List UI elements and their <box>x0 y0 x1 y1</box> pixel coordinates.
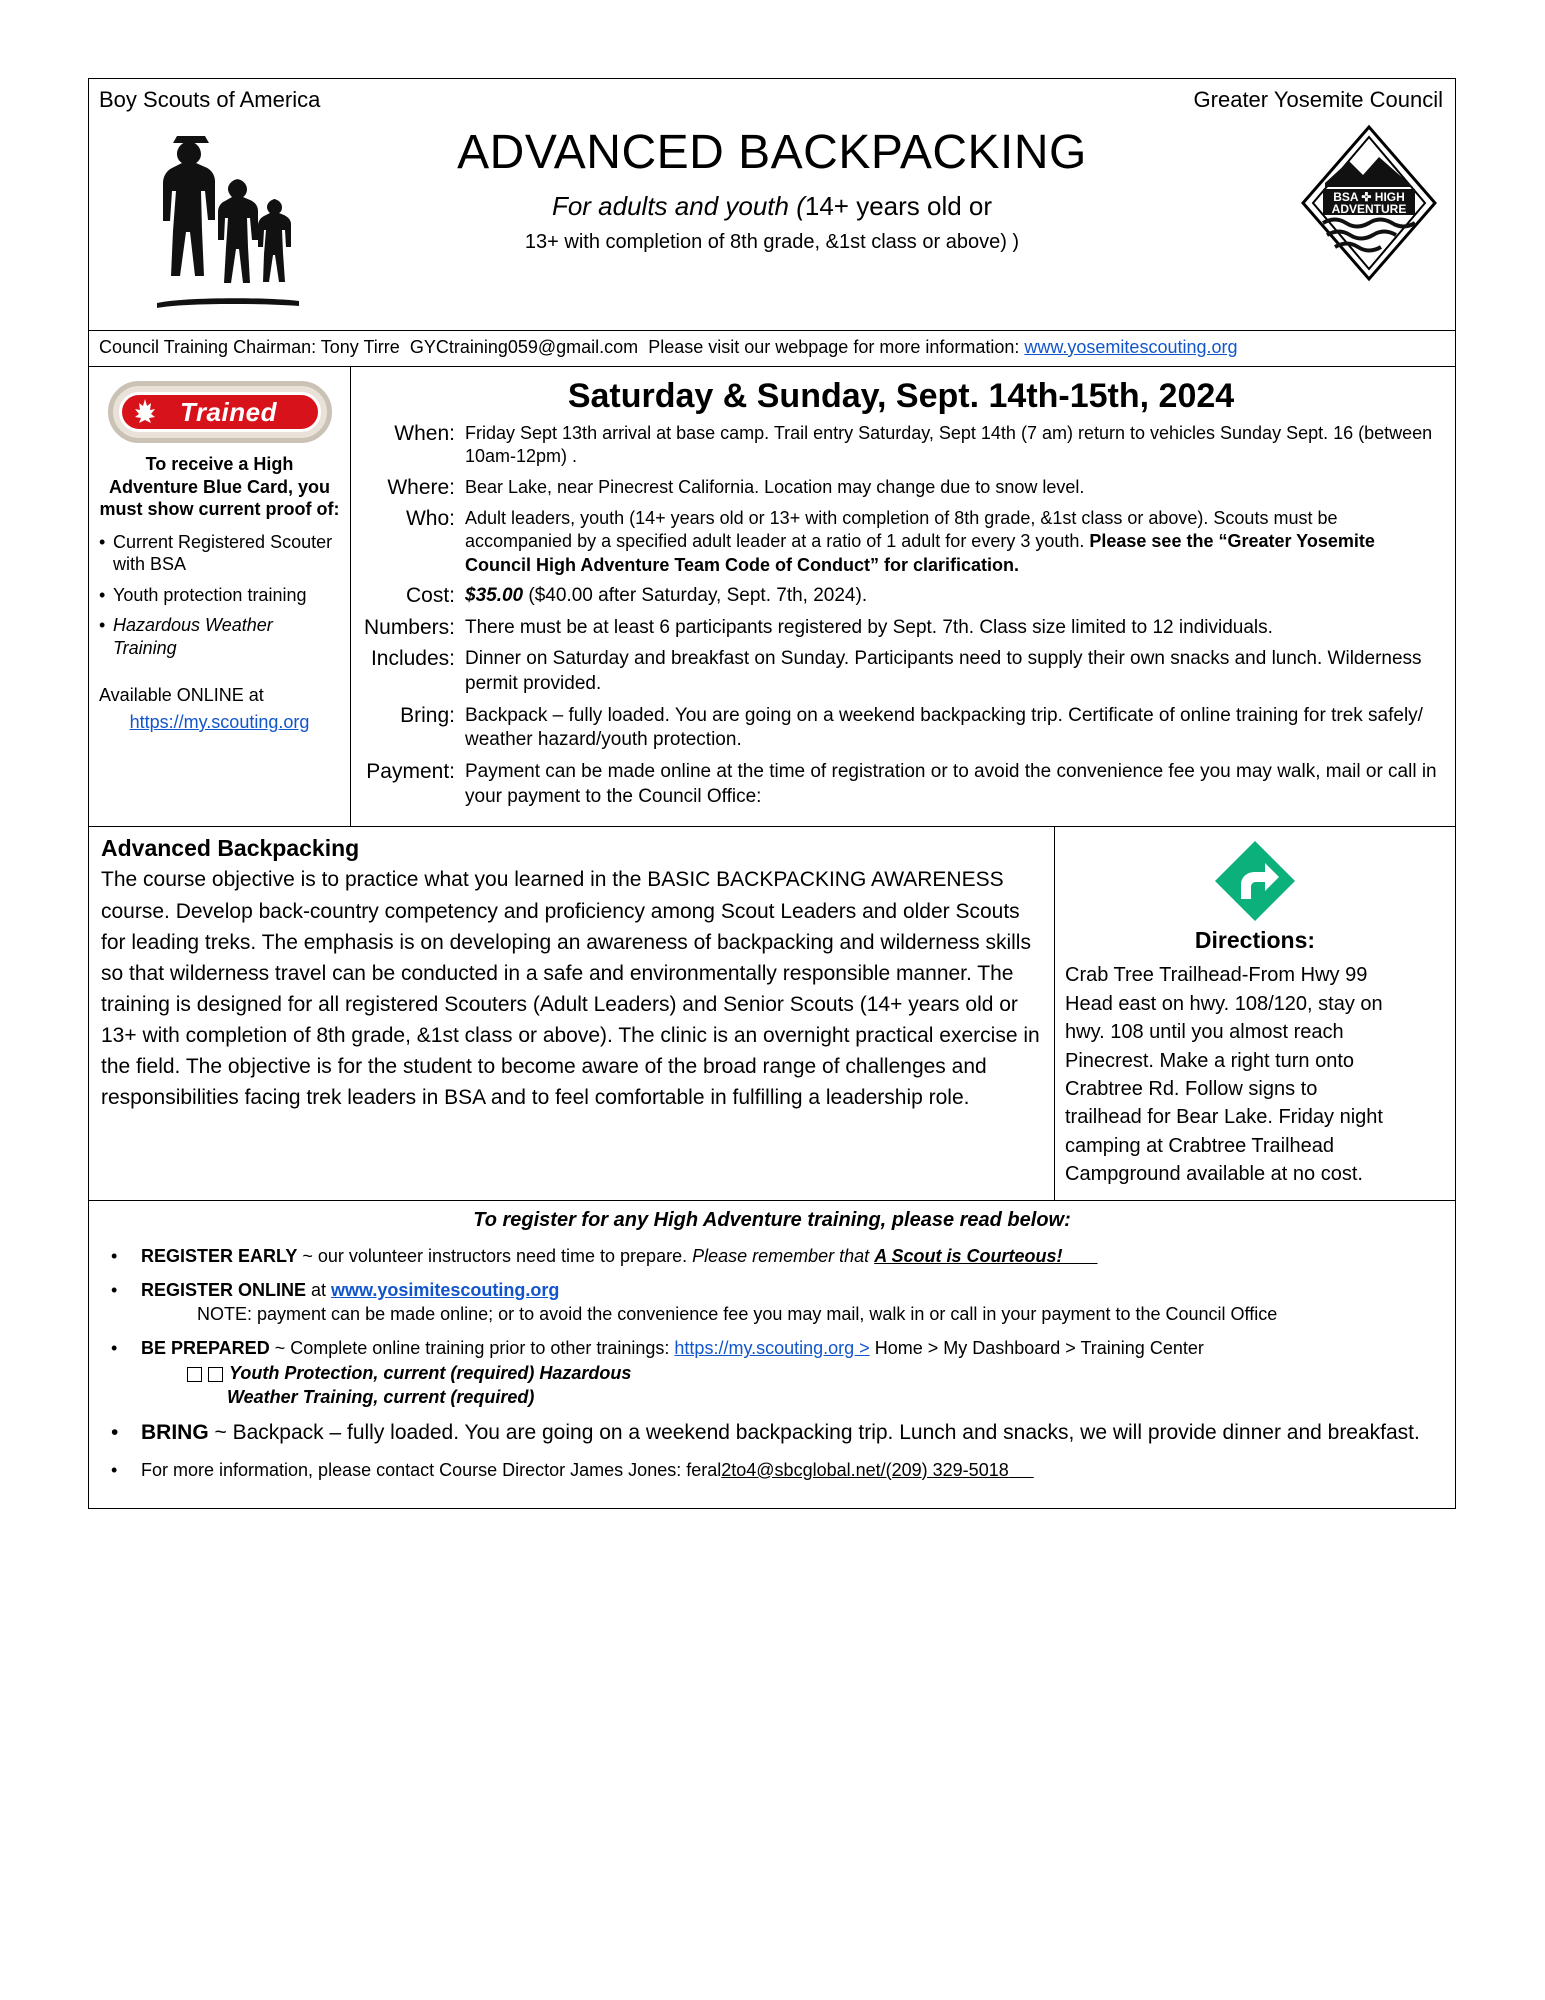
fleur-de-lis-icon <box>134 398 156 426</box>
directions-line: Crab Tree Trailhead-From Hwy 99 <box>1065 964 1368 987</box>
contact-bar <box>89 331 1455 367</box>
chairman-email[interactable]: GYCtraining059@gmail.com <box>409 337 639 357</box>
instruction-detail: ~ our volunteer instructors need time to prepare. <box>297 1245 693 1266</box>
event-details-panel <box>351 367 1455 826</box>
detail-row-when <box>357 422 1445 469</box>
detail-row-cost <box>357 584 1445 609</box>
cost-amount: $35.00 <box>465 584 524 606</box>
training-chairman: Council Training Chairman: Tony Tirre <box>99 337 400 357</box>
instruction-text <box>141 1419 1441 1447</box>
detail-label: When: <box>394 422 455 445</box>
course-title: Advanced Backpacking <box>101 835 360 862</box>
instruction-note: Please remember that <box>692 1245 875 1266</box>
directions-body <box>1065 962 1445 1187</box>
bsa-high-adventure-emblem-icon <box>1299 123 1439 283</box>
directions-panel <box>1055 827 1455 1199</box>
instruction-label: REGISTER EARLY <box>141 1245 298 1266</box>
detail-row-where <box>357 476 1445 500</box>
instruction-detail: ~ Complete online training prior to other trainings: <box>269 1338 675 1359</box>
detail-label: Numbers: <box>363 615 455 639</box>
checkbox-icon[interactable] <box>187 1367 202 1382</box>
requirement-label: Youth protection training <box>113 584 307 605</box>
requirements-panel <box>89 367 351 826</box>
requirement-item <box>99 614 340 659</box>
detail-label: Who: <box>405 506 455 530</box>
detail-value: Payment can be made online at the time of registration or to avoid the convenience fee you may walk, mail or call in your payment to the Council Office: <box>465 761 1437 807</box>
detail-row-payment <box>357 760 1445 809</box>
requirements-heading: To receive a High Adventure Blue Card, you must show current proof of: <box>99 454 340 519</box>
instruction-item-register-online <box>103 1278 1441 1327</box>
my-scouting-link[interactable]: https://my.scouting.org <box>129 712 310 732</box>
detail-row-bring <box>357 704 1445 753</box>
instruction-label: REGISTER ONLINE <box>141 1279 307 1300</box>
description-section <box>89 827 1455 1200</box>
middle-section <box>89 367 1455 827</box>
detail-value <box>465 507 1445 577</box>
page-title: ADVANCED BACKPACKING <box>457 126 1087 179</box>
course-body: The course objective is to practice what you learned in the BASIC BACKPACKING AWARENESS course. Develop back-country competency and proficiency among Scout Leaders and older Scouts for leading treks. The emphasis is on developing an awareness of backpacking and wilderness skills so that wilderness travel can be conducted in a safe and environmentally responsible manner. The training is designed for all registered Scouters (Adult Leaders) and Senior Scouts (14+ years old or 13+ with completion of 8th grade, &1st class or above). The clinic is an overnight practical exercise in the field. The objective is for the student to become aware of the broad range of challenges and responsibilities facing trek leaders in BSA and to feel comfortable in fulfilling a leadership role. <box>101 868 1040 1109</box>
detail-value: Bear Lake, near Pinecrest California. Location may change due to snow level. <box>465 476 1085 497</box>
availability-note: Available ONLINE at <box>99 685 264 705</box>
instruction-tail: Home > My Dashboard > Training Center <box>869 1338 1204 1359</box>
detail-value: Dinner on Saturday and breakfast on Sunday. Participants need to supply their own snacks and lunch. Wilderness permit provided. <box>465 648 1422 695</box>
bullet-icon: • <box>99 531 106 552</box>
detail-label: Where: <box>387 475 455 499</box>
directions-line: Pinecrest. Make a right turn onto <box>1065 1049 1355 1072</box>
instruction-item-register-early <box>103 1244 1441 1268</box>
directions-line: camping at Crabtree Trailhead <box>1065 1134 1335 1157</box>
bullet-icon: • <box>111 1421 119 1445</box>
page-subtitle-line2: 13+ with completion of 8th grade, &1st class or above) ) <box>524 231 1020 253</box>
instruction-label: BRING <box>141 1421 209 1445</box>
detail-value-text: Adult leaders, youth (14+ years old or 13+ with completion of 8th grade, &1st class or above). Scouts must be accompanied by a specified adult leader at a ratio of 1 adult for every 3 youth. <box>465 507 1338 552</box>
registration-payment-note: NOTE: payment can be made online; or to avoid the convenience fee you may mail, walk in or call in your payment to the Council Office <box>197 1304 1278 1325</box>
instruction-text <box>141 1244 1441 1268</box>
instruction-detail: ~ Backpack – fully loaded. You are going on a weekend backpacking trip. Lunch and snacks, we will provide dinner and breakfast. <box>208 1421 1420 1445</box>
bullet-icon: • <box>111 1459 118 1480</box>
bullet-icon: • <box>111 1279 118 1300</box>
instruction-label: BE PREPARED <box>141 1338 270 1359</box>
detail-value: There must be at least 6 participants registered by Sept. 7th. Class size limited to 12 individuals. <box>465 616 1273 638</box>
training-checklist <box>187 1361 1441 1410</box>
detail-row-numbers <box>357 616 1445 641</box>
bullet-icon: • <box>111 1338 118 1359</box>
council-name: Greater Yosemite Council <box>1193 87 1443 112</box>
instruction-item-bring <box>103 1419 1441 1447</box>
detail-value: Friday Sept 13th arrival at base camp. Trail entry Saturday, Sept 14th (7 am) return to vehicles Sunday Sept. 16 (between 10am-12pm) . <box>465 423 1433 467</box>
requirement-label: Current Registered Scouter with BSA <box>113 531 333 574</box>
checklist-line-2: Weather Training, current (required) <box>227 1387 535 1408</box>
checklist-line-1: Youth Protection, current (required) Hazardous <box>229 1362 632 1383</box>
instruction-item-be-prepared <box>103 1336 1441 1409</box>
bullet-icon: • <box>99 615 106 635</box>
webpage-note: Please visit our webpage for more information: <box>648 337 1020 357</box>
bullet-icon: • <box>99 584 106 605</box>
header-section <box>89 79 1455 331</box>
detail-label: Bring: <box>400 703 455 727</box>
directions-heading: Directions: <box>1194 927 1316 954</box>
my-scouting-training-link[interactable]: https://my.scouting.org > <box>674 1338 870 1359</box>
turn-right-arrow-icon <box>1213 839 1297 923</box>
contact-detail: For more information, please contact Course Director James Jones: feral <box>141 1459 722 1480</box>
svg-text:BSA ✜ HIGH: BSA ✜ HIGH <box>1333 190 1405 204</box>
trained-patch-icon <box>108 381 332 443</box>
page-subtitle-italic: For adults and youth ( <box>551 191 805 221</box>
detail-value <box>465 584 1445 609</box>
detail-label: Includes: <box>370 647 455 671</box>
bullet-icon: • <box>111 1245 118 1266</box>
detail-label: Cost: <box>405 583 455 607</box>
detail-label: Payment: <box>366 760 455 784</box>
directions-line: hwy. 108 until you almost reach <box>1065 1021 1344 1044</box>
registration-website-link[interactable]: www.yosimitescouting.org <box>331 1279 560 1300</box>
checkbox-icon[interactable] <box>208 1367 223 1382</box>
page-subtitle-rest: 14+ years old or <box>804 191 993 221</box>
svg-text:ADVENTURE: ADVENTURE <box>1331 202 1407 216</box>
directions-line: Campground available at no cost. <box>1065 1163 1363 1186</box>
instruction-item-contact <box>103 1458 1441 1482</box>
requirement-item <box>99 584 340 607</box>
registration-heading: To register for any High Adventure training, please read below: <box>473 1208 1071 1231</box>
detail-value: Backpack – fully loaded. You are going on a weekend backpacking trip. Certificate of online training for trek safely/ weather hazard/youth protection. <box>465 704 1423 751</box>
flyer-page <box>88 78 1456 1509</box>
directions-line: Crabtree Rd. Follow signs to <box>1065 1078 1318 1101</box>
trained-patch-label: Trained <box>180 396 277 427</box>
detail-row-who <box>357 507 1445 577</box>
organization-name: Boy Scouts of America <box>99 87 321 112</box>
detail-value-emphasis: Please see the “Greater Yosemite Council High Adventure Team Code of Conduct” for clarification. <box>465 531 1375 575</box>
scout-courteous-phrase: A Scout is Courteous! <box>874 1245 1063 1266</box>
page-subtitle <box>89 191 1455 222</box>
directions-line: Head east on hwy. 108/120, stay on <box>1065 992 1383 1015</box>
registration-instructions <box>89 1201 1455 1508</box>
event-date-headline: Saturday & Sunday, Sept. 14th-15th, 2024 <box>567 377 1235 415</box>
directions-line: trailhead for Bear Lake. Friday night <box>1065 1106 1383 1129</box>
director-email-phone[interactable]: 2to4@sbcglobal.net/(209) 329-5018 <box>721 1459 1009 1480</box>
instruction-detail: at <box>306 1279 332 1300</box>
requirement-item <box>99 531 340 576</box>
requirement-label: Hazardous Weather Training <box>113 615 273 658</box>
instruction-text <box>141 1278 1441 1327</box>
instruction-text <box>141 1336 1441 1409</box>
detail-row-includes <box>357 647 1445 696</box>
council-website-link[interactable]: www.yosemitescouting.org <box>1024 337 1238 357</box>
course-description <box>89 827 1055 1199</box>
instruction-text <box>141 1458 1441 1482</box>
cost-note: ($40.00 after Saturday, Sept. 7th, 2024). <box>523 584 868 606</box>
